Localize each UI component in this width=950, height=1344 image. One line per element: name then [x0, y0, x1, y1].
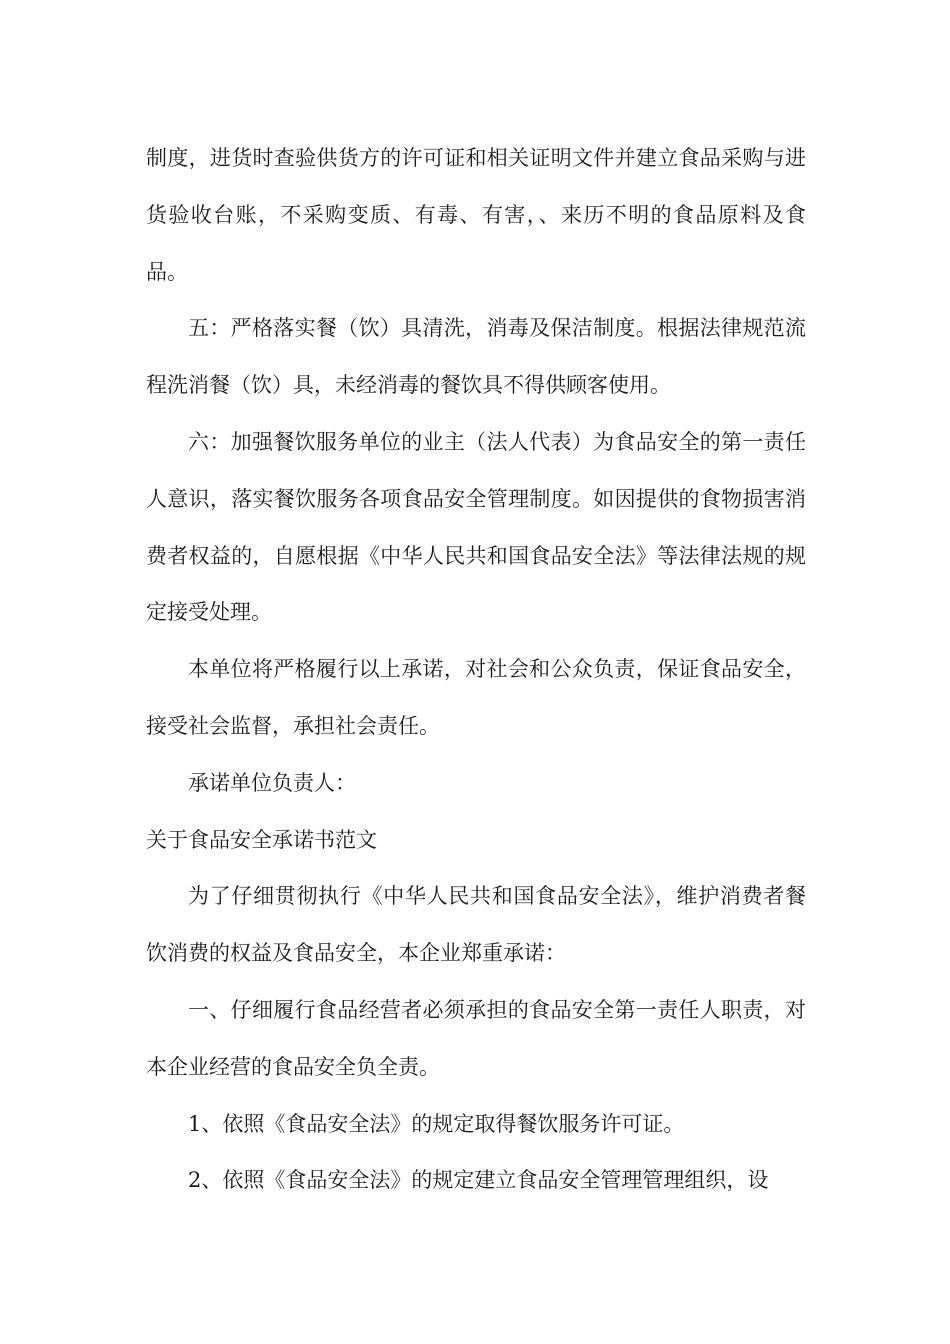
paragraph-intro: 为了仔细贯彻执行《中华人民共和国食品安全法》，维护消费者餐饮消费的权益及食品安全，本企业郑重承诺： — [146, 884, 806, 966]
paragraph-signatory-label: 承诺单位负责人： — [188, 770, 356, 795]
section-title: 关于食品安全承诺书范文 — [146, 827, 377, 852]
paragraph-point-one: 一、仔细履行食品经营者必须承担的食品安全第一责任人职责，对本企业经营的食品安全负全责。 — [146, 997, 806, 1079]
paragraph-item-six: 六：加强餐饮服务单位的业主（法人代表）为食品安全的第一责任人意识，落实餐饮服务各项食品安全管理制度。如因提供的食物损害消费者权益的，自愿根据《中华人民共和国食品安全法》等法律法规的规定接受处理。 — [146, 429, 806, 625]
paragraph-subpoint-1: 1、依照《食品安全法》的规定取得餐饮服务许可证。 — [188, 1111, 685, 1136]
document-body — [146, 130, 806, 1209]
paragraph-item-five: 五：严格落实餐（饮）具清洗，消毒及保洁制度。根据法律规范流程洗消餐（饮）具，未经消毒的餐饮具不得供顾客使用。 — [146, 316, 806, 398]
paragraph-subpoint-2: 2、依照《食品安全法》的规定建立食品安全管理管理组织，设 — [188, 1168, 769, 1193]
paragraph-commitment-summary: 本单位将严格履行以上承诺，对社会和公众负责，保证食品安全，接受社会监督，承担社会责任。 — [146, 657, 806, 738]
paragraph-procurement-continued: 制度，进货时查验供货方的许可证和相关证明文件并建立食品采购与进货验收台账，不采购变质、有毒、有害，、来历不明的食品原料及食品。 — [146, 146, 806, 284]
